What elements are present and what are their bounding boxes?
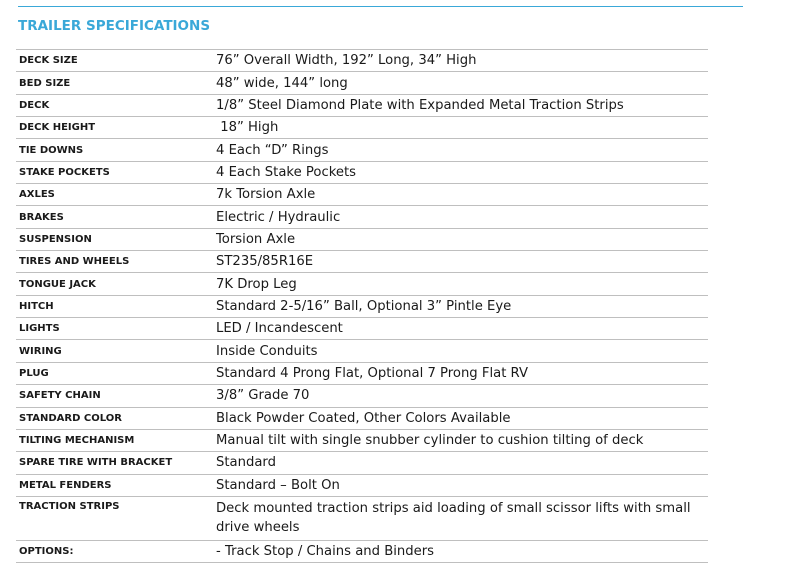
spec-value: Black Powder Coated, Other Colors Available [211,407,708,429]
section-title: TRAILER SPECIFICATIONS [18,18,211,34]
table-row [16,72,708,94]
spec-value: LED / Incandescent [211,318,708,340]
spec-label: SAFETY CHAIN [16,385,211,407]
spec-label: TONGUE JACK [16,273,211,295]
spec-label: TIRES AND WHEELS [16,251,211,273]
spec-value: Inside Conduits [211,340,708,362]
spec-label: TIE DOWNS [16,139,211,161]
table-row [16,94,708,116]
table-row [16,139,708,161]
table-row [16,161,708,183]
spec-label: STAKE POCKETS [16,161,211,183]
spec-value: 4 Each “D” Rings [211,139,708,161]
spec-value: 1/8” Steel Diamond Plate with Expanded Metal Traction Strips [211,94,708,116]
table-row [16,251,708,273]
top-divider [18,6,743,7]
spec-value: 48” wide, 144” long [211,72,708,94]
table-row [16,340,708,362]
spec-label: TRACTION STRIPS [16,496,211,540]
spec-value: Standard 2-5/16” Ball, Optional 3” Pintle Eye [211,295,708,317]
spec-label: DECK [16,94,211,116]
table-row [16,407,708,429]
spec-label: BED SIZE [16,72,211,94]
spec-label: DECK SIZE [16,50,211,72]
table-row [16,318,708,340]
spec-value: 18” High [211,117,708,139]
spec-label: WIRING [16,340,211,362]
table-row [16,540,708,562]
spec-value: 4 Each Stake Pockets [211,161,708,183]
spec-label: TILTING MECHANISM [16,429,211,451]
spec-label: BRAKES [16,206,211,228]
spec-label: METAL FENDERS [16,474,211,496]
spec-value: Standard 4 Prong Flat, Optional 7 Prong Flat RV [211,362,708,384]
spec-label: STANDARD COLOR [16,407,211,429]
spec-value: 3/8” Grade 70 [211,385,708,407]
spec-label: PLUG [16,362,211,384]
spec-value: Manual tilt with single snubber cylinder to cushion tilting of deck [211,429,708,451]
table-row [16,273,708,295]
spec-value: ST235/85R16E [211,251,708,273]
table-row [16,50,708,72]
spec-label: OPTIONS: [16,540,211,562]
spec-value: Standard [211,452,708,474]
table-row [16,206,708,228]
spec-label: AXLES [16,184,211,206]
spec-value: Torsion Axle [211,228,708,250]
table-row [16,117,708,139]
spec-value: Deck mounted traction strips aid loading of small scissor lifts with small drive wheels [211,496,708,540]
table-row [16,496,708,540]
spec-value: Standard – Bolt On [211,474,708,496]
spec-label: SPARE TIRE WITH BRACKET [16,452,211,474]
table-row [16,452,708,474]
spec-label: SUSPENSION [16,228,211,250]
spec-label: DECK HEIGHT [16,117,211,139]
spec-label: HITCH [16,295,211,317]
spec-value: Electric / Hydraulic [211,206,708,228]
spec-label: LIGHTS [16,318,211,340]
spec-value: 7K Drop Leg [211,273,708,295]
spec-table [16,49,708,563]
spec-value: 76” Overall Width, 192” Long, 34” High [211,50,708,72]
table-row [16,295,708,317]
spec-value: - Track Stop / Chains and Binders [211,540,708,562]
table-row [16,385,708,407]
table-row [16,228,708,250]
table-row [16,429,708,451]
table-row [16,362,708,384]
table-row [16,474,708,496]
table-row [16,184,708,206]
spec-value: 7k Torsion Axle [211,184,708,206]
